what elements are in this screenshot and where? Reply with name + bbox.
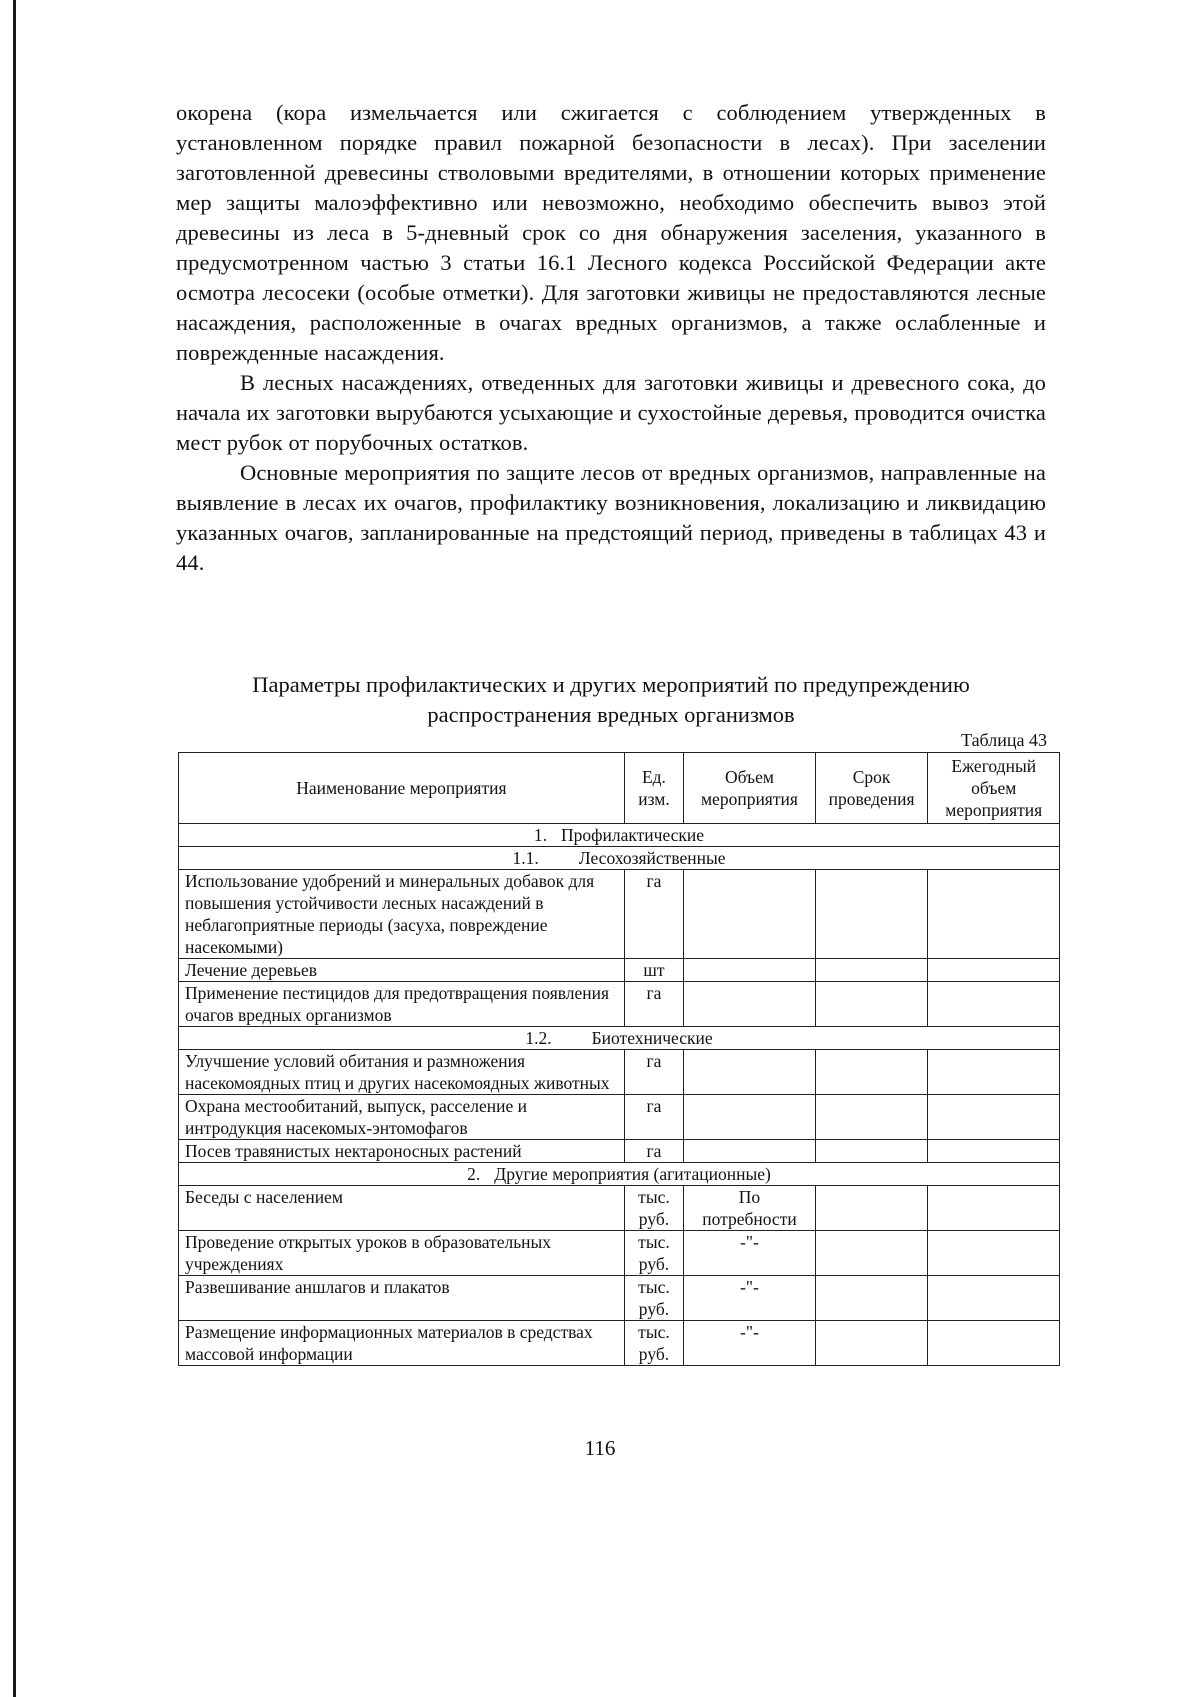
cell-volume — [684, 1095, 816, 1140]
section-number: 1.1. — [512, 848, 539, 868]
body-text — [176, 98, 1046, 578]
page-number: 116 — [584, 1436, 616, 1460]
cell-volume — [684, 959, 816, 982]
cell-term — [815, 1095, 928, 1140]
cell-name: Развешивание аншлагов и плакатов — [179, 1276, 625, 1321]
cell-annual — [928, 959, 1060, 982]
table-row — [179, 1050, 1060, 1095]
table-row — [179, 1276, 1060, 1321]
cell-unit: га — [624, 982, 683, 1027]
section-profilactic — [179, 824, 1060, 847]
cell-annual — [928, 1321, 1060, 1366]
table-title-line: Параметры профилактических и других мероприятий по предупреждению — [252, 672, 970, 697]
header-term-line: проведения — [828, 789, 915, 809]
cell-name: Беседы с населением — [179, 1186, 625, 1231]
cell-name: Применение пестицидов для предотвращения появления очагов вредных организмов — [179, 982, 625, 1027]
cell-unit-line: тыс. — [638, 1187, 670, 1207]
cell-volume — [684, 1140, 816, 1163]
header-annual-line: объем — [971, 778, 1017, 798]
cell-name: Лечение деревьев — [179, 959, 625, 982]
section-row — [179, 847, 1060, 870]
cell-unit-line: руб. — [638, 1254, 670, 1274]
cell-annual — [928, 1095, 1060, 1140]
section-title: Биотехнические — [591, 1028, 713, 1048]
section-title: Другие мероприятия (агитационные) — [494, 1164, 771, 1184]
cell-term — [815, 870, 928, 959]
cell-term — [815, 1276, 928, 1321]
cell-unit — [624, 1186, 683, 1231]
header-name: Наименование мероприятия — [179, 753, 625, 824]
cell-name: Охрана местообитаний, выпуск, расселение и интродукция насекомых-энтомофагов — [179, 1095, 625, 1140]
header-volume-line: мероприятия — [700, 789, 798, 809]
table-row — [179, 1140, 1060, 1163]
header-annual-line: мероприятия — [945, 800, 1043, 820]
cell-volume-line: потребности — [702, 1209, 797, 1229]
paragraph: Основные мероприятия по защите лесов от вредных организмов, направленные на выявление в лесах их очагов, профилактику возникновения, локализацию и ликвидацию указанных очагов, запланированные на предстоящий период, приведены в таблицах 43 и 44. — [176, 460, 1046, 575]
cell-annual — [928, 1186, 1060, 1231]
table-row — [179, 1231, 1060, 1276]
cell-annual — [928, 982, 1060, 1027]
cell-annual — [928, 1140, 1060, 1163]
table-title — [176, 670, 1046, 730]
header-annual-line: Ежегодный — [951, 756, 1037, 776]
section-other — [179, 1163, 1060, 1186]
cell-volume — [684, 1050, 816, 1095]
header-unit-line: Ед. — [641, 767, 666, 787]
table-row — [179, 982, 1060, 1027]
cell-term — [815, 959, 928, 982]
cell-unit — [624, 1321, 683, 1366]
table-label: Таблица 43 — [961, 730, 1047, 750]
cell-unit: га — [624, 1095, 683, 1140]
cell-volume: -"- — [684, 1321, 816, 1366]
paragraph: В лесных насаждениях, отведенных для заготовки живицы и древесного сока, до начала их заготовки вырубаются усыхающие и сухостойные деревья, проводится очистка мест рубок от порубочных остатков. — [176, 370, 1046, 455]
table-row — [179, 1095, 1060, 1140]
cell-unit: шт — [624, 959, 683, 982]
cell-name: Размещение информационных материалов в средствах массовой информации — [179, 1321, 625, 1366]
cell-volume-line: По — [738, 1187, 761, 1207]
header-term-line: Срок — [852, 767, 891, 787]
cell-annual — [928, 870, 1060, 959]
cell-term — [815, 1231, 928, 1276]
cell-term — [815, 1050, 928, 1095]
cell-term — [815, 1140, 928, 1163]
table-title-line: распространения вредных организмов — [427, 702, 795, 727]
table-row — [179, 870, 1060, 959]
cell-annual — [928, 1050, 1060, 1095]
cell-unit: га — [624, 1050, 683, 1095]
section-title: Профилактические — [561, 825, 705, 845]
cell-name: Использование удобрений и минеральных добавок для повышения устойчивости лесных насаждений в неблагоприятные периоды (засуха, повреждение насекомыми) — [179, 870, 625, 959]
cell-term — [815, 982, 928, 1027]
header-volume-line: Объем — [724, 767, 774, 787]
section-row — [179, 1163, 1060, 1186]
cell-unit-line: тыс. — [638, 1277, 670, 1297]
section-number: 1.2. — [525, 1028, 552, 1048]
section-biotechnical — [179, 1027, 1060, 1050]
cell-annual — [928, 1276, 1060, 1321]
header-unit — [624, 753, 683, 824]
section-number: 1. — [533, 825, 548, 845]
cell-unit-line: руб. — [638, 1299, 670, 1319]
header-unit-line: изм. — [638, 789, 670, 809]
cell-name: Проведение открытых уроков в образовательных учреждениях — [179, 1231, 625, 1276]
cell-volume — [684, 870, 816, 959]
cell-unit: га — [624, 1140, 683, 1163]
section-number: 2. — [467, 1164, 481, 1184]
cell-volume — [684, 982, 816, 1027]
cell-unit — [624, 1276, 683, 1321]
cell-annual — [928, 1231, 1060, 1276]
table-row — [179, 959, 1060, 982]
section-row — [179, 824, 1060, 847]
paragraph: окорена (кора измельчается или сжигается с соблюдением утвержденных в установленном порядке правил пожарной безопасности в лесах). При заселении заготовленной древесины стволовыми вредителями, в отношении которых применение мер защиты малоэффективно или невозможно, необходимо обеспечить вывоз этой древесины из леса в 5-дневный срок со дня обнаружения заселения, указанного в предусмотренном частью 3 статьи 16.1 Лесного кодекса Российской Федерации акте осмотра лесосеки (особые отметки). Для заготовки живицы не предоставляются лесные насаждения, расположенные в очагах вредных организмов, а также ослабленные и поврежденные насаждения. — [176, 100, 1046, 365]
cell-volume: -"- — [684, 1231, 816, 1276]
table-row — [179, 1186, 1060, 1231]
cell-unit-line: руб. — [638, 1344, 670, 1364]
section-forestry — [179, 847, 1060, 870]
header-term — [815, 753, 928, 824]
table-header-row — [179, 753, 1060, 824]
header-volume — [684, 753, 816, 824]
section-row — [179, 1027, 1060, 1050]
cell-unit-line: руб. — [638, 1209, 670, 1229]
cell-volume — [684, 1186, 816, 1231]
cell-term — [815, 1186, 928, 1231]
cell-unit-line: тыс. — [638, 1322, 670, 1342]
cell-name: Посев травянистых нектароносных растений — [179, 1140, 625, 1163]
section-title: Лесохозяйственные — [578, 848, 726, 868]
cell-volume: -"- — [684, 1276, 816, 1321]
cell-unit-line: тыс. — [638, 1232, 670, 1252]
cell-unit: га — [624, 870, 683, 959]
measures-table — [178, 752, 1060, 1366]
cell-term — [815, 1321, 928, 1366]
header-annual — [928, 753, 1060, 824]
table-row — [179, 1321, 1060, 1366]
cell-unit — [624, 1231, 683, 1276]
cell-name: Улучшение условий обитания и размножения насекомоядных птиц и других насекомоядных животных — [179, 1050, 625, 1095]
